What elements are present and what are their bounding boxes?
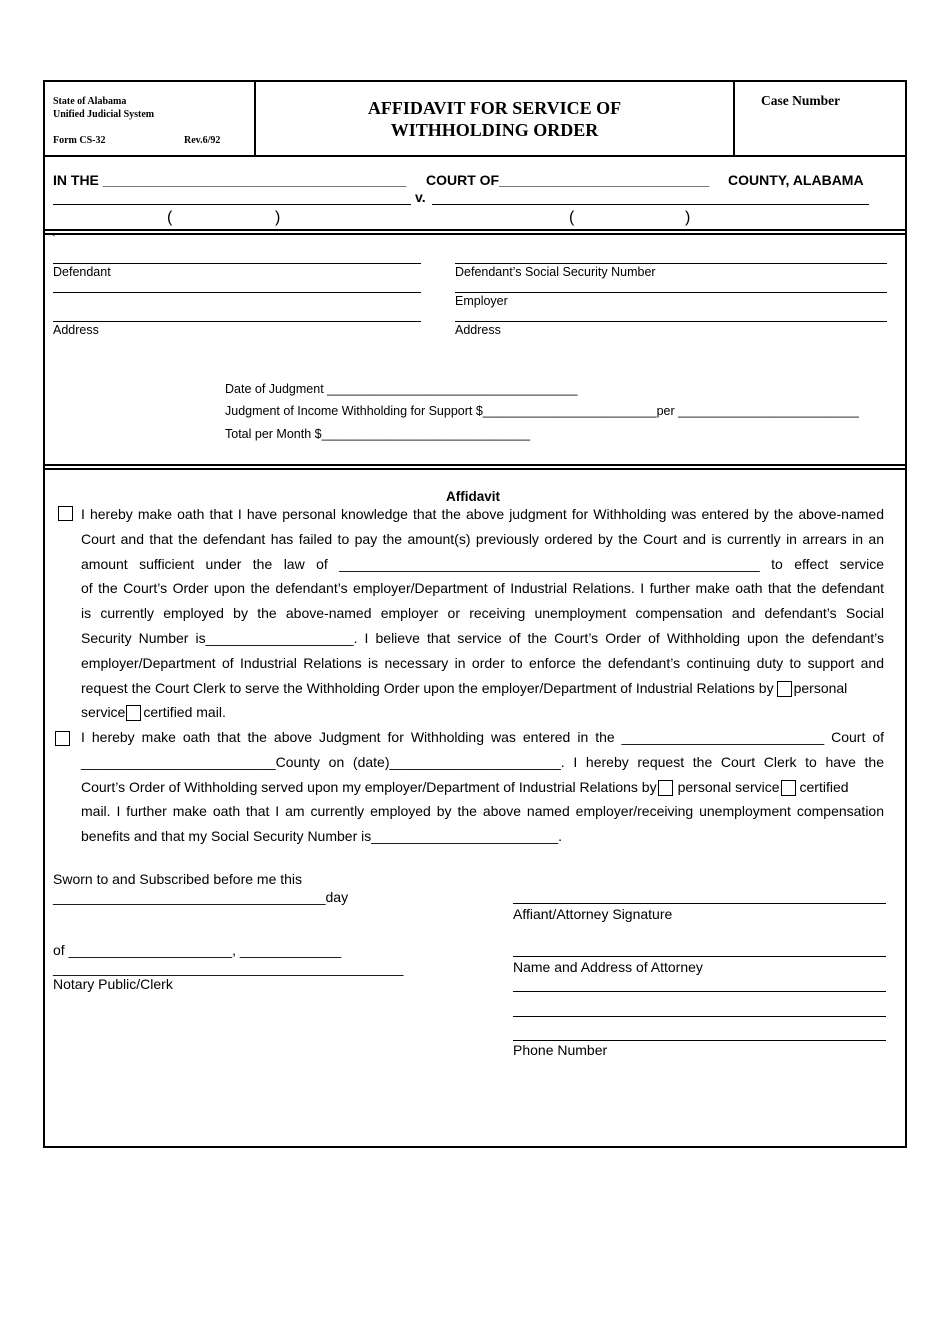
p1-line-9: [81, 700, 884, 725]
attorney-address-line-1[interactable]: [513, 991, 886, 992]
header-bottom-rule: [44, 155, 905, 157]
affidavit-heading: Affidavit: [446, 489, 500, 504]
form-title: [256, 97, 733, 141]
p1-line-8: [81, 676, 884, 701]
p1-certified: certified mail.: [143, 704, 226, 721]
p1-line-2: Court and that the defendant has failed to pay the amount(s) previously ordered by the Court and is currently in arrears in an: [81, 530, 884, 547]
checkbox-certified-mail-1[interactable]: [126, 705, 141, 721]
p2-line-2[interactable]: _________________________County on (date)______________________. I hereby request the Court Clerk to have the: [81, 753, 884, 770]
stray-backtick: `: [52, 234, 56, 246]
defendant-line[interactable]: [432, 204, 869, 205]
paren-close-2: ): [685, 209, 691, 226]
ssn-label: Defendant’s Social Security Number: [455, 265, 656, 279]
court-of-line[interactable]: COURT OF___________________________: [426, 172, 710, 188]
p1-line-4: of the Court’s Order upon the defendant’s employer/Department of Industrial Relations. I further make oath that the defendant: [81, 580, 884, 597]
header-divider-right: [733, 81, 735, 156]
address-right-label: Address: [455, 323, 501, 337]
checkbox-personal-service-1[interactable]: [777, 681, 792, 697]
p1-line-8-text: request the Court Clerk to serve the Withholding Order upon the employer/Department of Industrial Relations by: [81, 679, 774, 696]
attorney-address-line-3[interactable]: [513, 1040, 886, 1041]
p2-line-5[interactable]: benefits and that my Social Security Number is________________________.: [81, 828, 562, 845]
p1-personal: personal: [793, 679, 848, 696]
county-alabama: COUNTY, ALABAMA: [728, 172, 864, 188]
case-number-label: Case Number: [761, 93, 841, 108]
state-label: State of Alabama: [53, 96, 127, 107]
affiant-label: Affiant/Attorney Signature: [513, 906, 673, 922]
paren-close-1: ): [275, 209, 281, 226]
in-the-line[interactable]: IN THE _______________________________________: [53, 172, 407, 188]
paren-open-2: (: [569, 209, 575, 226]
defendant-name-line[interactable]: [53, 263, 421, 264]
p2-line-3: [81, 775, 884, 800]
p1-line-3[interactable]: amount sufficient under the law of ______________________________________________________ to effect service: [81, 555, 884, 572]
defendant-address-line-1[interactable]: [53, 292, 421, 293]
p2-personal: personal service: [677, 778, 780, 795]
p2-line-4: mail. I further make oath that I am currently employed by the above named employer/receiving unemployment compensation: [81, 803, 884, 820]
system-label: Unified Judicial System: [53, 109, 155, 120]
p2-line-1[interactable]: I hereby make oath that the above Judgment for Withholding was entered in the __________________________ Court of: [81, 729, 884, 745]
notary-signature-line[interactable]: _____________________________________________: [53, 960, 404, 976]
employer-address-line[interactable]: [455, 321, 887, 322]
ssn-line[interactable]: [455, 263, 887, 264]
affiant-signature-line[interactable]: [513, 903, 886, 904]
judgment-rule-1: [44, 464, 905, 466]
checkbox-certified-mail-2[interactable]: [781, 780, 796, 796]
judgment-rule-2: [44, 468, 905, 470]
notary-label: Notary Public/Clerk: [53, 976, 173, 992]
defendant-address-line-2[interactable]: [53, 321, 421, 322]
attorney-name-line[interactable]: [513, 956, 886, 957]
p1-line-1: I hereby make oath that I have personal knowledge that the above judgment for Withholding was entered by the above-named: [81, 506, 884, 522]
form-number: Form CS-32: [53, 135, 106, 146]
employer-line[interactable]: [455, 292, 887, 293]
title-line-2: WITHHOLDING ORDER: [390, 120, 599, 140]
sworn-text: Sworn to and Subscribed before me this: [53, 871, 303, 887]
total-per-month[interactable]: Total per Month $______________________________: [225, 427, 531, 441]
title-line-1: AFFIDAVIT FOR SERVICE OF: [367, 98, 622, 118]
date-of-judgment[interactable]: Date of Judgment ____________________________________: [225, 382, 578, 396]
checkbox-option-1[interactable]: [58, 506, 73, 521]
p1-line-6[interactable]: Security Number is___________________. I believe that service of the Court’s Order of Withholding upon the defendant’s: [81, 629, 884, 646]
paren-open-1: (: [167, 209, 173, 226]
affidavit-paragraph-1: [81, 502, 884, 725]
court-rule-1: [44, 229, 905, 231]
attorney-label: Name and Address of Attorney: [513, 959, 703, 975]
defendant-label: Defendant: [53, 265, 111, 279]
p2-line-3-text: Court’s Order of Withholding served upon my employer/Department of Industrial Relations by: [81, 778, 657, 795]
address-left-label: Address: [53, 323, 99, 337]
day-line[interactable]: ___________________________________day: [53, 889, 349, 905]
p2-certified: certified: [799, 778, 849, 795]
checkbox-personal-service-2[interactable]: [658, 780, 673, 796]
versus-label: v.: [415, 189, 426, 205]
of-line[interactable]: of _____________________, _____________: [53, 942, 342, 958]
p1-service: service: [81, 704, 126, 721]
court-rule-2: [44, 233, 905, 235]
attorney-address-line-2[interactable]: [513, 1016, 886, 1017]
affidavit-paragraph-2: [81, 725, 884, 849]
form-revision: Rev.6/92: [184, 135, 221, 146]
plaintiff-line[interactable]: [53, 204, 411, 205]
employer-label: Employer: [455, 294, 508, 308]
phone-label: Phone Number: [513, 1042, 608, 1058]
checkbox-option-2[interactable]: [55, 731, 70, 746]
p1-line-7: employer/Department of Industrial Relations is necessary in order to enforce the defendant’s continuing duty to support and: [81, 654, 884, 671]
income-withholding[interactable]: Judgment of Income Withholding for Support $_________________________per __________________________: [225, 404, 859, 418]
p1-line-5: is currently employed by the above-named employer or receiving unemployment compensation and defendant’s Social: [81, 605, 884, 622]
